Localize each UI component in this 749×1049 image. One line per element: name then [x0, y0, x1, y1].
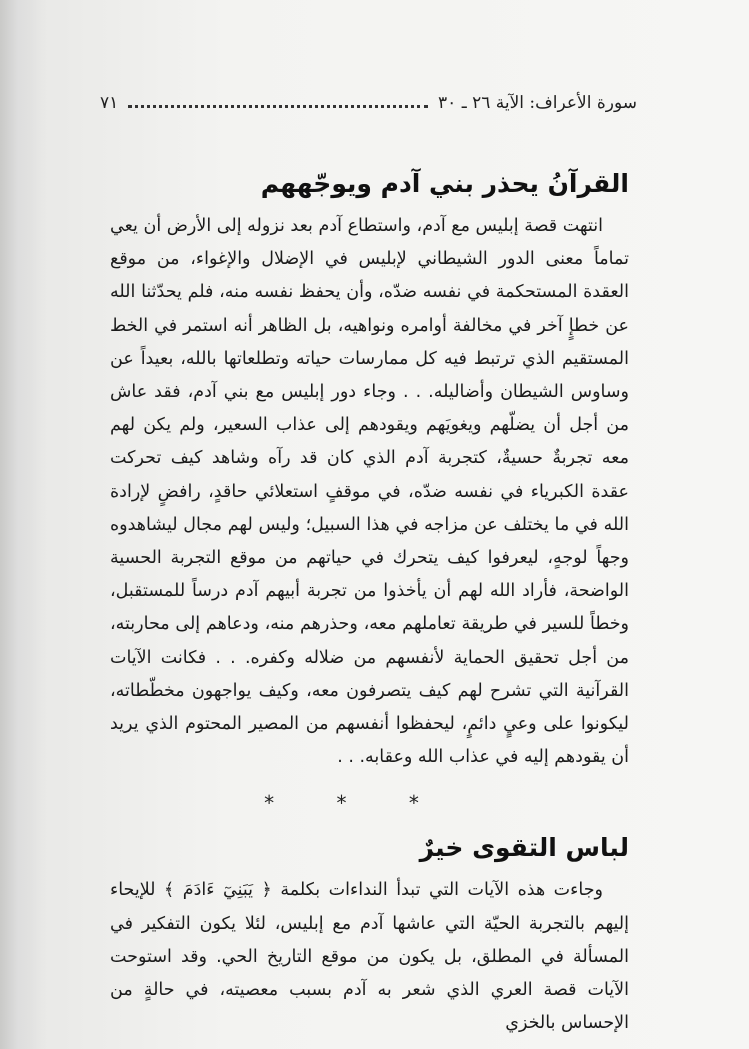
section-heading-2: لباس التقوى خيرٌ [419, 833, 629, 863]
page-content [110, 162, 629, 1040]
binding-shadow [0, 0, 46, 1049]
section-2-paragraph: وجاءت هذه الآيات التي تبدأ النداءات بكلمة ﴿ يَبَنِيٓ ءَادَمَ ﴾ للإيحاء إليهم بالتجربة الحيّة التي عاشها آدم مع إبليس، لئلا يكون التفكير في المسألة في المطلق، بل يكون من موقع التاريخ الحي. وقد استوحت الآيات قصة العري الذي شعر به آدم بسبب معصيته، في حالةٍ من الإحساس بالخزي [110, 880, 629, 1034]
section-1-paragraph: انتهت قصة إبليس مع آدم، واستطاع آدم بعد نزوله إلى الأرض أن يعي تماماً معنى الدور الشيطاني لإبليس في الإضلال والإغواء، من موقع العقدة المستحكمة في نفسه ضدّه، وأن يحفظ نفسه منه، فلم يحدّثنا الله عن خطإٍ آخر في مخالفة أوامره ونواهيه، بل الظاهر أنه استمر في الخط المستقيم الذي ترتبط فيه كل ممارسات حياته وتطلعاتها بالله، بعيداً عن وساوس الشيطان وأضاليله. . . وجاء دور إبليس مع بني آدم، فقد عاش من أجل أن يضلّهم ويغويَهم ويقودهم إلى عذاب السعير، ولم يكن لهم معه تجربةٌ حسيةٌ، كتجربة آدم الذي كان قد رآه وشاهد كيف تحركت عقدة الكبرياء في نفسه ضدّه، في موقفٍ استعلائي حاقدٍ، رافضٍ لإرادة الله في ما يختلف عن مزاجه في هذا السبيل؛ وليس لهم مجال ليشاهدوه وجهاً لوجهٍ، ليعرفوا كيف يتحرك في حياتهم من موقع التجربة الحسية الواضحة، فأراد الله لهم أن يأخذوا من تجربة أبيهم آدم درساً للمستقبل، وخطاً للسير في طريقة تعاملهم معه، وحذرهم منه، ودعاهم إلى محاربته، من أجل تحقيق الحماية لأنفسهم من ضلاله وكفره. . . فكانت الآيات القرآنية التي تشرح لهم كيف يتصرفون معه، وكيف يواجهون مخطّطاته، ليكونوا على وعيٍ دائمٍ، ليحفظوا أنفسهم من المصير المحتوم الذي يريد أن يقودهم إليه في عذاب الله وعقابه. . . [110, 216, 629, 768]
page-number: ٧١ [100, 93, 119, 113]
dotted-leader [128, 105, 428, 108]
section-separator: * * * [264, 791, 447, 816]
running-title: سورة الأعراف: الآية ٢٦ ـ ٣٠ [438, 93, 637, 113]
running-header [100, 88, 637, 118]
section-heading-1: القرآنُ يحذر بني آدم ويوجّههم [260, 169, 629, 198]
